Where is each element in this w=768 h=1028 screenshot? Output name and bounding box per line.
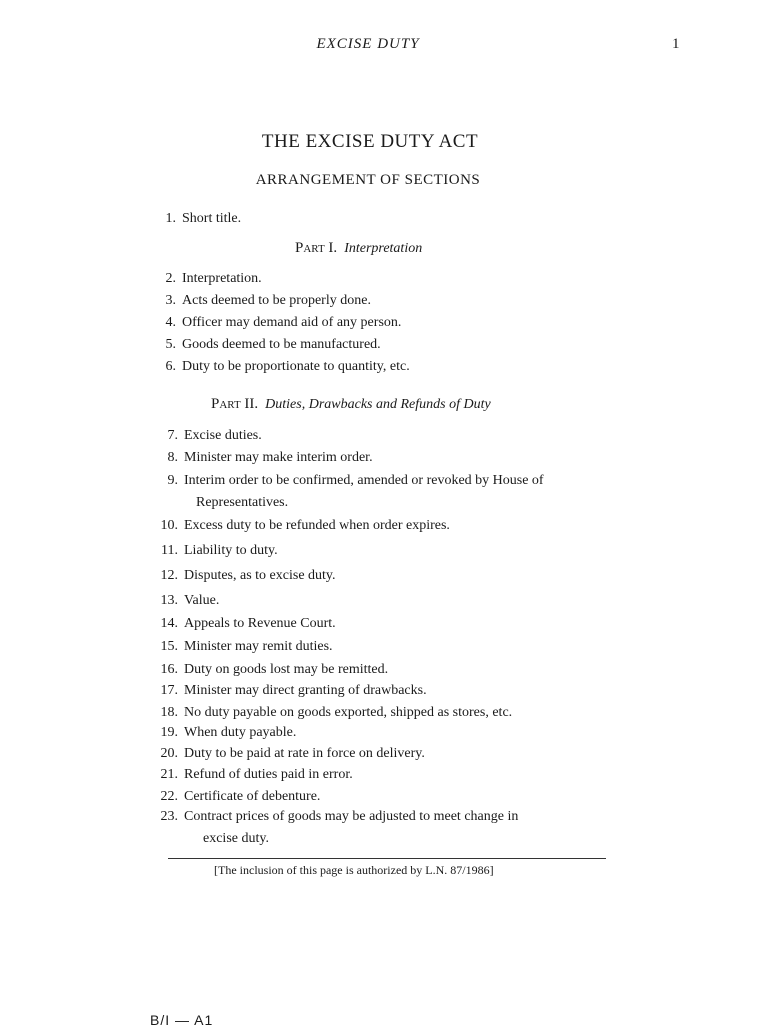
section-title: Minister may remit duties. bbox=[184, 639, 333, 654]
section-number: 11. bbox=[161, 543, 178, 558]
section-title: Interim order to be confirmed, amended or revoked by House of bbox=[184, 473, 544, 488]
section-number: 1. bbox=[165, 211, 176, 226]
section-entry bbox=[150, 722, 610, 744]
section-entry bbox=[150, 764, 610, 786]
section-number: 9. bbox=[167, 473, 178, 488]
act-title: THE EXCISE DUTY ACT bbox=[261, 131, 479, 152]
section-title: Minister may direct granting of drawbacks. bbox=[184, 683, 427, 698]
running-head: EXCISE DUTY bbox=[316, 36, 420, 52]
part-name: Interpretation bbox=[344, 241, 423, 256]
section-entry bbox=[150, 636, 610, 658]
section-entry bbox=[150, 613, 610, 635]
section-title: No duty payable on goods exported, shipped as stores, etc. bbox=[184, 705, 513, 720]
section-title: Duty to be paid at rate in force on delivery. bbox=[184, 746, 425, 761]
section-entry bbox=[150, 786, 610, 808]
section-entry bbox=[150, 659, 610, 681]
section-entry bbox=[150, 565, 610, 587]
section-entry bbox=[150, 540, 610, 562]
section-entry bbox=[150, 680, 610, 702]
arrangement-heading: ARRANGEMENT OF SECTIONS bbox=[255, 172, 481, 188]
section-entry bbox=[140, 312, 610, 334]
section-number: 12. bbox=[160, 568, 178, 583]
section-title: Goods deemed to be manufactured. bbox=[182, 337, 381, 352]
section-entry bbox=[150, 470, 610, 514]
section-entry bbox=[150, 425, 610, 447]
section-number: 10. bbox=[160, 518, 178, 533]
part-label: Part II. bbox=[211, 396, 259, 412]
section-number: 17. bbox=[160, 683, 178, 698]
part-name: Duties, Drawbacks and Refunds of Duty bbox=[265, 397, 491, 412]
section-number: 7. bbox=[167, 428, 178, 443]
section-title: Acts deemed to be properly done. bbox=[182, 293, 371, 308]
section-number: 4. bbox=[165, 315, 176, 330]
section-entry bbox=[150, 590, 610, 612]
section-title: Duty to be proportionate to quantity, etc. bbox=[182, 359, 410, 374]
section-number: 18. bbox=[160, 705, 178, 720]
section-number: 16. bbox=[160, 662, 178, 677]
section-number: 13. bbox=[160, 593, 178, 608]
section-entry bbox=[140, 356, 610, 378]
section-title: Excess duty to be refunded when order expires. bbox=[184, 518, 450, 533]
section-title: Contract prices of goods may be adjusted to meet change in bbox=[184, 809, 519, 824]
section-entry bbox=[140, 208, 610, 230]
section-title: Liability to duty. bbox=[184, 543, 278, 558]
section-number: 6. bbox=[165, 359, 176, 374]
section-number: 2. bbox=[165, 271, 176, 286]
section-entry bbox=[140, 290, 610, 312]
section-number: 14. bbox=[160, 616, 178, 631]
section-title: Minister may make interim order. bbox=[184, 450, 373, 465]
section-title: Certificate of debenture. bbox=[184, 789, 321, 804]
section-title: Short title. bbox=[182, 211, 242, 226]
section-title: Refund of duties paid in error. bbox=[184, 767, 353, 782]
section-number: 21. bbox=[160, 767, 178, 782]
footer-divider bbox=[168, 858, 606, 859]
section-entry bbox=[150, 447, 610, 469]
section-entry bbox=[140, 268, 610, 290]
section-title: Interpretation. bbox=[182, 271, 262, 286]
section-entry bbox=[150, 743, 610, 765]
section-title: When duty payable. bbox=[184, 725, 297, 740]
section-title: Officer may demand aid of any person. bbox=[182, 315, 402, 330]
section-title: Disputes, as to excise duty. bbox=[184, 568, 336, 583]
section-number: 20. bbox=[160, 746, 178, 761]
section-number: 23. bbox=[160, 809, 178, 824]
section-title: Duty on goods lost may be remitted. bbox=[184, 662, 389, 677]
section-number: 5. bbox=[165, 337, 176, 352]
page-number: 1 bbox=[672, 36, 680, 52]
section-entry bbox=[140, 334, 610, 356]
section-entry bbox=[150, 515, 610, 537]
section-number: 22. bbox=[160, 789, 178, 804]
page-reference: B/I — A1 bbox=[150, 1012, 214, 1028]
section-title: Appeals to Revenue Court. bbox=[184, 616, 336, 631]
section-entry bbox=[150, 806, 610, 850]
section-entry bbox=[150, 702, 610, 724]
part-label: Part I. bbox=[295, 240, 338, 256]
part-heading bbox=[211, 396, 491, 413]
section-title-continuation: excise duty. bbox=[203, 831, 269, 846]
section-title: Value. bbox=[184, 593, 220, 608]
section-number: 3. bbox=[165, 293, 176, 308]
section-title-continuation: Representatives. bbox=[196, 495, 289, 510]
section-number: 19. bbox=[160, 725, 178, 740]
authorization-note: [The inclusion of this page is authorized by L.N. 87/1986] bbox=[214, 863, 494, 877]
section-number: 8. bbox=[167, 450, 178, 465]
section-title: Excise duties. bbox=[184, 428, 262, 443]
part-heading bbox=[295, 240, 422, 257]
section-number: 15. bbox=[160, 639, 178, 654]
